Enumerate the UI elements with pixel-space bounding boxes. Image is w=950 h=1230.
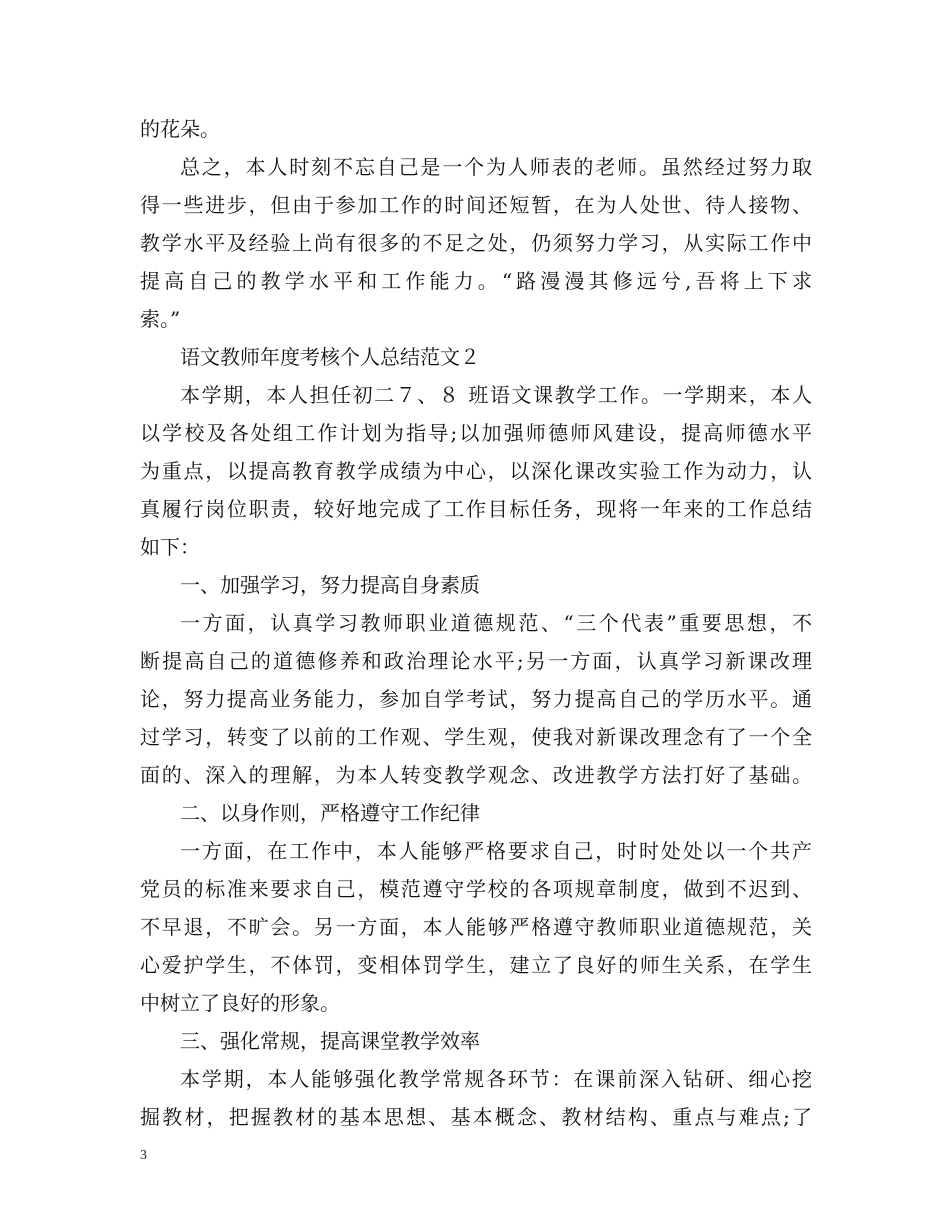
text-line: 面的、深入的理解，为本人转变教学观念、改进教学方法打好了基础。	[140, 763, 812, 787]
text-line: 索。”	[140, 307, 181, 331]
section-heading: 语文教师年度考核个人总结范文２	[180, 345, 480, 369]
page-number: 3	[140, 1148, 147, 1163]
document-body	[140, 110, 812, 1136]
text-line: 真履行岗位职责，较好地完成了工作目标任务，现将一年来的工作总结	[140, 497, 812, 521]
text-line: 以学校及各处组工作计划为指导;以加强师德师风建设，提高师德水平	[140, 421, 812, 445]
text-line: 本学期，本人担任初二７、８ 班语文课教学工作。一学期来，本人	[180, 383, 812, 407]
text-line: 一方面，在工作中，本人能够严格要求自己，时时处处以一个共产	[180, 839, 812, 863]
subsection-heading: 二、以身作则，严格遵守工作纪律	[180, 801, 480, 825]
text-line: 断提高自己的道德修养和政治理论水平;另一方面，认真学习新课改理	[140, 649, 812, 673]
text-line: 提高自己的教学水平和工作能力。“路漫漫其修远兮,吾将上下求	[140, 269, 812, 293]
text-line: 的花朵。	[140, 117, 220, 141]
text-line: 论，努力提高业务能力，参加自学考试，努力提高自己的学历水平。通	[140, 687, 812, 711]
text-line: 本学期，本人能够强化教学常规各环节：在课前深入钻研、细心挖	[180, 1067, 812, 1091]
text-line: 一方面，认真学习教师职业道德规范、“三个代表”重要思想，不	[180, 611, 812, 635]
text-line: 过学习，转变了以前的工作观、学生观，使我对新课改理念有了一个全	[140, 725, 812, 749]
text-line: 得一些进步，但由于参加工作的时间还短暂，在为人处世、待人接物、	[140, 193, 812, 217]
subsection-heading: 三、强化常规，提高课堂教学效率	[180, 1029, 480, 1053]
text-line: 如下：	[140, 535, 200, 559]
text-line: 中树立了良好的形象。	[140, 991, 340, 1015]
text-line: 总之，本人时刻不忘自己是一个为人师表的老师。虽然经过努力取	[180, 155, 812, 179]
text-line: 为重点，以提高教育教学成绩为中心，以深化课改实验工作为动力，认	[140, 459, 812, 483]
text-line: 心爱护学生，不体罚，变相体罚学生，建立了良好的师生关系，在学生	[140, 953, 812, 977]
text-line: 党员的标准来要求自己，模范遵守学校的各项规章制度，做到不迟到、	[140, 877, 812, 901]
text-line: 教学水平及经验上尚有很多的不足之处，仍须努力学习，从实际工作中	[140, 231, 812, 255]
text-line: 掘教材，把握教材的基本思想、基本概念、教材结构、重点与难点;了	[140, 1105, 812, 1129]
text-line: 不早退，不旷会。另一方面，本人能够严格遵守教师职业道德规范，关	[140, 915, 812, 939]
subsection-heading: 一、加强学习，努力提高自身素质	[180, 573, 480, 597]
